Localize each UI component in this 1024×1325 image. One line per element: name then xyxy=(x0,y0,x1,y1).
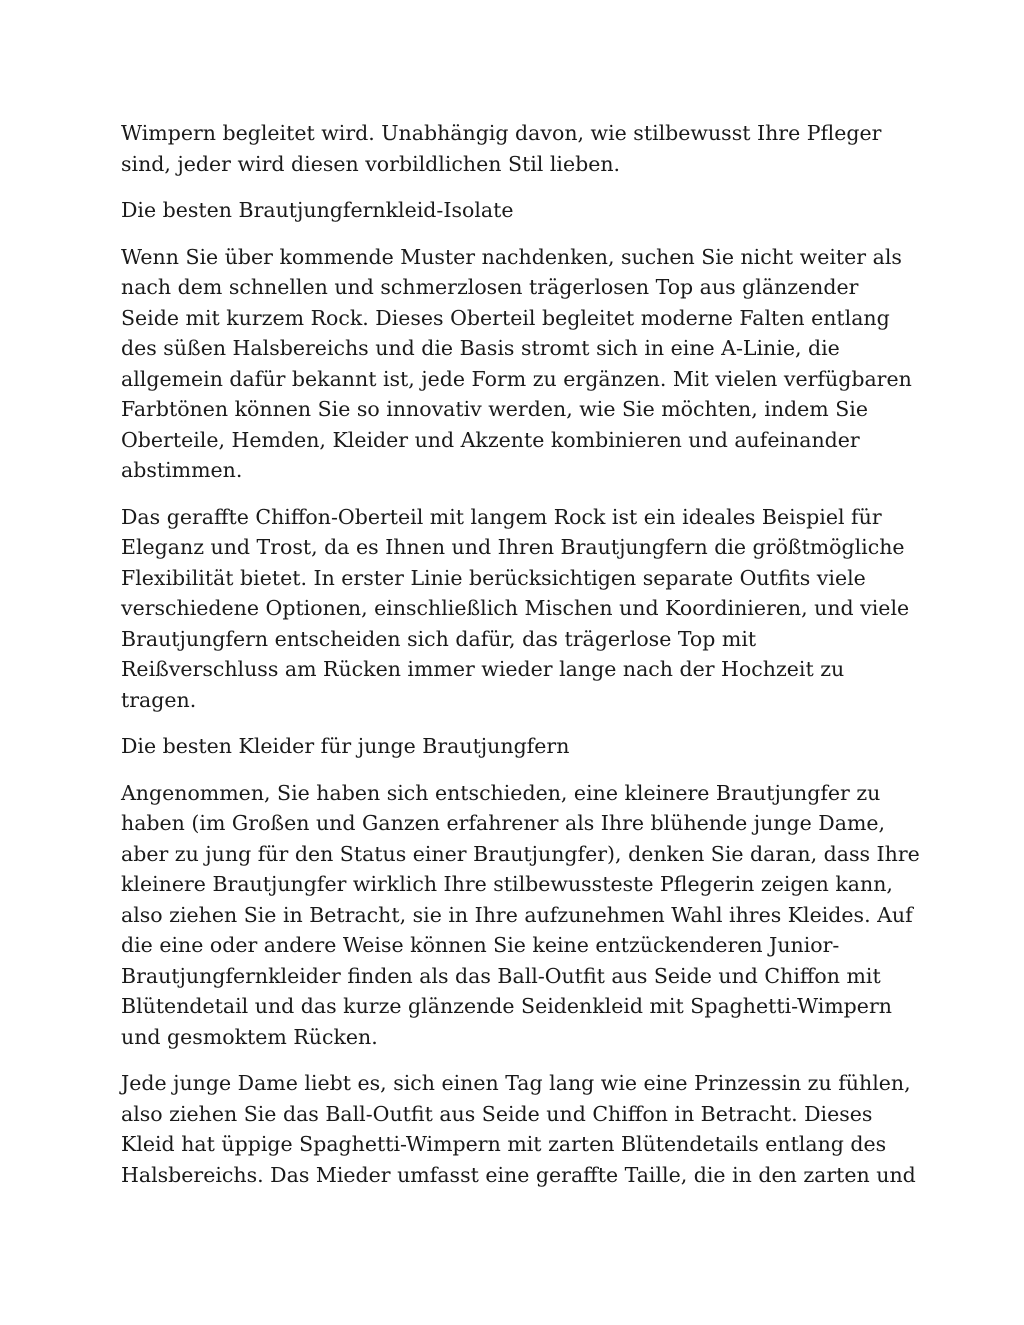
text-line: Wenn Sie über kommende Muster nachdenken, suchen Sie nicht weiter als xyxy=(121,244,902,269)
text-line: haben (im Großen und Ganzen erfahrener als Ihre blühende junge Dame, xyxy=(121,811,886,835)
text-line: Oberteile, Hemden, Kleider und Akzente kombinieren und aufeinander xyxy=(121,427,860,452)
text-line: nach dem schnellen und schmerzlosen trägerlosen Top aus glänzender xyxy=(121,275,859,299)
paragraph-princess xyxy=(121,1068,916,1190)
text-line: verschiedene Optionen, einschließlich Mischen und Koordinieren, und viele xyxy=(121,596,910,620)
text-line: Das geraffte Chiffon-Oberteil mit langem Rock ist ein ideales Beispiel für xyxy=(121,504,882,529)
text-line: Halsbereichs. Das Mieder umfasst eine geraffte Taille, die in den zarten und xyxy=(121,1162,916,1187)
text-line: also ziehen Sie in Betracht, sie in Ihre aufzunehmen Wahl ihres Kleides. Auf xyxy=(121,902,913,927)
text-line: Reißverschluss am Rücken immer wieder lange nach der Hochzeit zu xyxy=(121,657,845,681)
text-line: allgemein dafür bekannt ist, jede Form zu ergänzen. Mit vielen verfügbaren xyxy=(121,366,912,391)
section-heading-junior xyxy=(121,731,911,762)
text-line: Seide mit kurzem Rock. Dieses Oberteil begleitet moderne Falten entlang xyxy=(121,305,890,330)
paragraph-chiffon-top xyxy=(121,502,911,716)
text-line: Jede junge Dame liebt es, sich einen Tag lang wie eine Prinzessin zu fühlen, xyxy=(121,1071,911,1095)
document-page xyxy=(121,118,920,1206)
text-line: Angenommen, Sie haben sich entschieden, eine kleinere Brautjungfer zu xyxy=(121,780,881,805)
text-line: Farbtönen können Sie so innovativ werden, wie Sie möchten, indem Sie xyxy=(121,397,868,421)
text-line: Flexibilität bietet. In erster Linie berücksichtigen separate Outfits viele xyxy=(121,565,866,590)
text-line: aber zu jung für den Status einer Brautjungfer), denken Sie daran, dass Ihre xyxy=(121,841,920,866)
text-line: abstimmen. xyxy=(121,458,243,482)
text-line: und gesmoktem Rücken. xyxy=(121,1024,378,1049)
text-line: tragen. xyxy=(121,687,197,712)
text-line: Kleid hat üppige Spaghetti-Wimpern mit zarten Blütendetails entlang des xyxy=(121,1132,887,1156)
heading-text: Die besten Brautjungfernkleid-Isolate xyxy=(121,198,514,222)
paragraph-junior-bridesmaid xyxy=(121,778,920,1053)
paragraph-intro-continuation xyxy=(121,118,911,179)
text-line: Wimpern begleitet wird. Unabhängig davon, wie stilbewusst Ihre Pfleger xyxy=(121,121,882,145)
heading-text: Die besten Kleider für junge Brautjungfern xyxy=(121,734,570,758)
section-heading-isolate xyxy=(121,195,911,226)
text-line: die eine oder andere Weise können Sie keine entzückenderen Junior- xyxy=(121,933,840,957)
text-line: kleinere Brautjungfer wirklich Ihre stilbewussteste Pflegerin zeigen kann, xyxy=(121,872,893,896)
text-line: des süßen Halsbereichs und die Basis stromt sich in eine A-Linie, die xyxy=(121,336,840,360)
text-line: sind, jeder wird diesen vorbildlichen Stil lieben. xyxy=(121,151,621,176)
text-line: Brautjungfernkleider finden als das Ball-Outfit aus Seide und Chiffon mit xyxy=(121,963,881,988)
text-line: Brautjungfern entscheiden sich dafür, das trägerlose Top mit xyxy=(121,626,757,651)
text-line: also ziehen Sie das Ball-Outfit aus Seide und Chiffon in Betracht. Dieses xyxy=(121,1101,873,1126)
text-line: Blütendetail und das kurze glänzende Seidenkleid mit Spaghetti-Wimpern xyxy=(121,994,892,1018)
text-line: Eleganz und Trost, da es Ihnen und Ihren Brautjungfern die größtmögliche xyxy=(121,535,905,559)
paragraph-strapless-top xyxy=(121,242,911,486)
